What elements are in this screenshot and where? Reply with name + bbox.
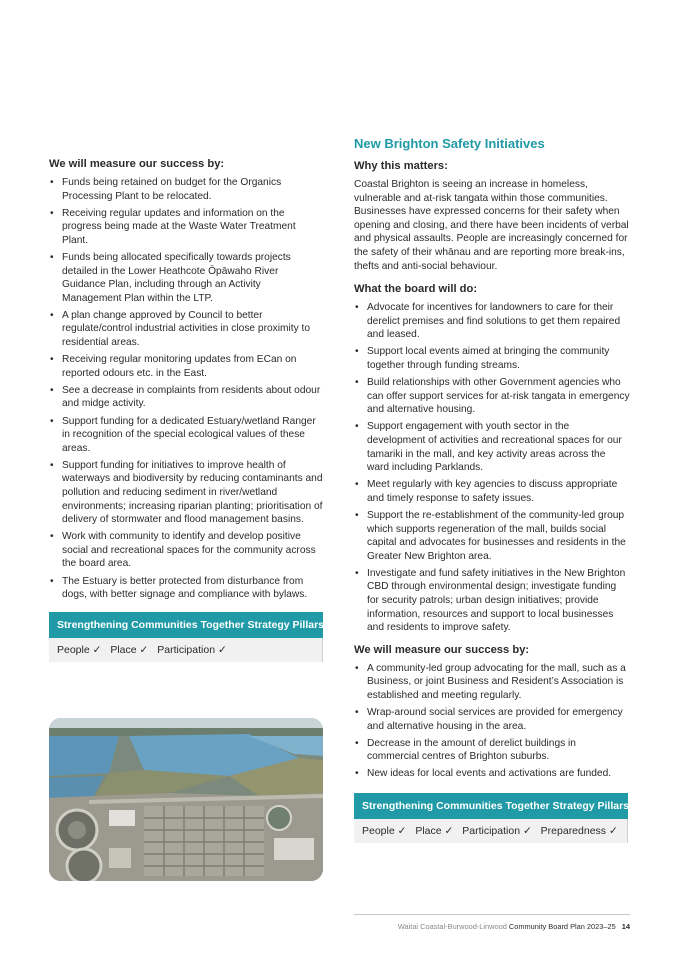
footer-divider [354, 914, 630, 915]
footer-board-name: Waitai Coastal-Burwood-Linwood [397, 922, 507, 931]
list-item: • Support local events aimed at bringing the community together through funding streams. [354, 345, 630, 372]
list-item: • Wrap-around social services are provided for emergency and alternative housing in the area. [354, 706, 630, 733]
list-item: • Support funding for a dedicated Estuary/wetland Ranger in recognition of the special ecological values of these areas. [49, 415, 323, 456]
board-heading: What the board will do: [354, 283, 478, 296]
list-item: • Support the re-establishment of the community-led group which supports regeneration of the mall, builds social capital and advocates for businesses and residents in the Greater New Brighton area. [354, 509, 630, 563]
pillars-title: Strengthening Communities Together Strategy Pillars: [49, 612, 323, 638]
page-number: 14 [621, 922, 630, 931]
pillar-place: Place ✓ [110, 643, 149, 656]
list-item: • A plan change approved by Council to better regulate/control industrial activities in close proximity to residential areas. [49, 309, 323, 350]
pillars-list [354, 819, 628, 843]
section-title: New Brighton Safety Initiatives [354, 136, 545, 151]
list-item: • Support funding for initiatives to improve health of waterways and biodiversity by reducing contaminants and pollution and reducing sediment in river/wetland environments; increasing riparian planting; prioritisation of delivery of stormwater and flood management basins. [49, 459, 323, 527]
pillar-preparedness: Preparedness ✓ [540, 825, 618, 838]
list-item: • Support engagement with youth sector in the development of activities and recreational spaces for our tamariki in the mall, and key activity areas across the ward including Parklands. [354, 420, 630, 474]
left-pillars-box [49, 612, 328, 662]
pillar-participation: Participation ✓ [157, 643, 227, 656]
list-item: • Meet regularly with key agencies to discuss appropriate and timely response to safety issues. [354, 478, 630, 505]
aerial-photo-treatment-plant [49, 718, 323, 881]
right-pillars-box [354, 793, 633, 843]
pillars-list [49, 638, 323, 662]
list-item: • Investigate and fund safety initiatives in the New Brighton CBD through environmental design; investigate funding for security patrols; urban design initiatives; provide information, resources and support to local businesses and residents to improve safety. [354, 567, 630, 635]
list-item: • Decrease in the amount of derelict buildings in commercial centres of Brighton suburbs. [354, 737, 630, 764]
pillars-title: Strengthening Communities Together Strategy Pillars: [354, 793, 628, 819]
left-success-heading: We will measure our success by: [49, 158, 225, 170]
left-success-list [49, 176, 323, 602]
list-item: • Advocate for incentives for landowners to care for their derelict premises and find solutions to get them repaired and leased. [354, 301, 630, 342]
pillar-place: Place ✓ [415, 825, 454, 838]
list-item: • Build relationships with other Government agencies who can offer support services for at-risk tangata in emergency and alternative housing. [354, 376, 630, 417]
page-footer [398, 922, 630, 931]
right-success-list [354, 662, 630, 781]
why-heading: Why this matters: [354, 160, 448, 172]
board-actions-list [354, 301, 630, 635]
list-item: • Work with community to identify and develop positive social and recreational spaces for the community across the board area. [49, 530, 323, 571]
list-item: • Receiving regular updates and information on the progress being made at the Waste Water Treatment Plant. [49, 207, 323, 248]
list-item: • See a decrease in complaints from residents about odour and midge activity. [49, 384, 323, 411]
right-column [354, 136, 633, 843]
list-item: • Receiving regular monitoring updates from ECan on reported odours etc. in the East. [49, 353, 323, 380]
list-item: • Funds being retained on budget for the Organics Processing Plant to be relocated. [49, 176, 323, 203]
pillar-participation: Participation ✓ [462, 825, 532, 838]
left-column [49, 158, 328, 662]
why-paragraph: Coastal Brighton is seeing an increase in homeless, vulnerable and at-risk tangata within those communities. Businesses have expressed concerns for their safety when opening and closing, and there have been incidents of verbal and physical assaults. People are increasingly concerned for the safety of their whānau and are reporting more break-ins, thefts and anti-social behaviour. [354, 179, 629, 272]
pillar-people: People ✓ [362, 825, 407, 838]
list-item: • New ideas for local events and activations are funded. [354, 767, 630, 781]
list-item: • Funds being allocated specifically towards projects detailed in the Lower Heathcote Ōpāwaho River Guidance Plan, including through an Activity Management Plan within the LTP. [49, 251, 323, 305]
list-item: • A community-led group advocating for the mall, such as a Business, or joint Business and Resident’s Association is established and meeting regularly. [354, 662, 630, 703]
list-item: • The Estuary is better protected from disturbance from dogs, with better signage and compliance with bylaws. [49, 575, 323, 602]
right-success-heading: We will measure our success by: [354, 643, 530, 656]
footer-doc-title: Community Board Plan 2023–25 [508, 922, 616, 931]
pillar-people: People ✓ [57, 643, 102, 656]
